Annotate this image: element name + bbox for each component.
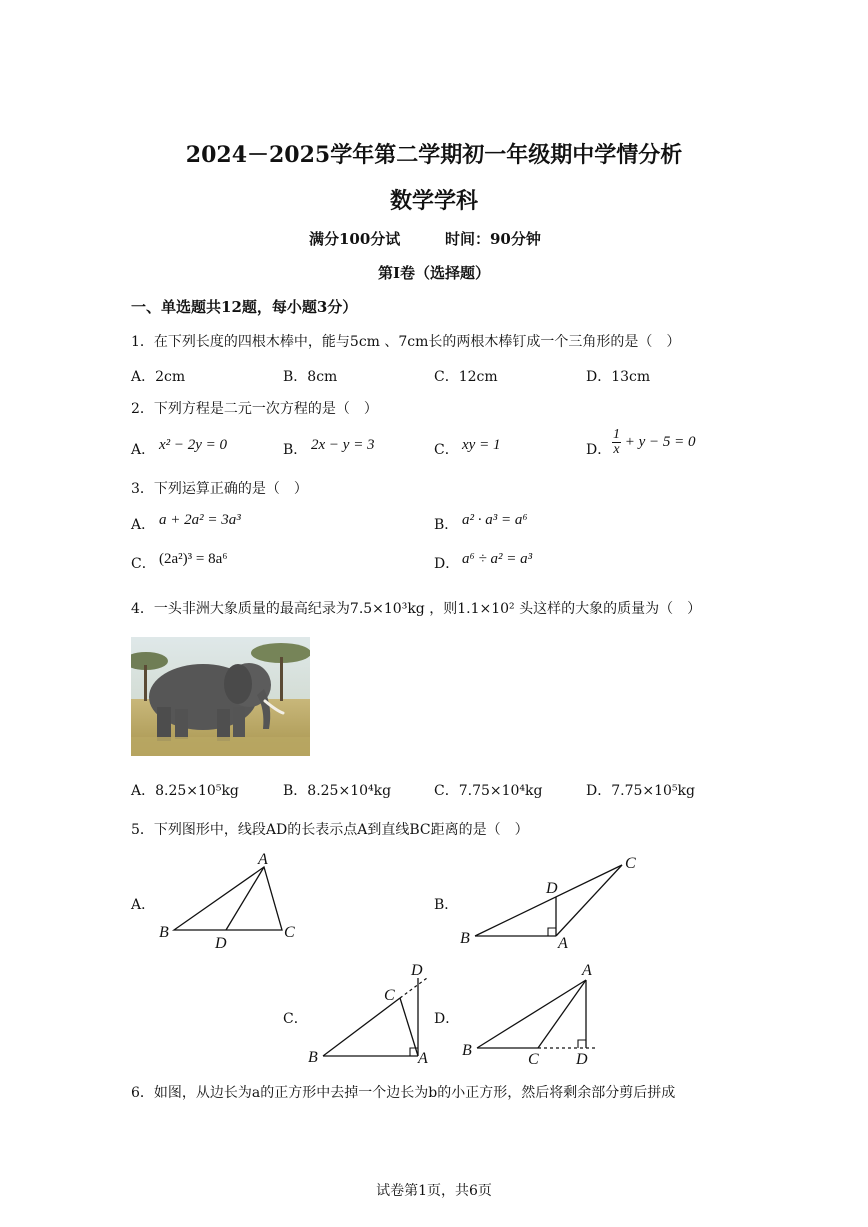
q4-option-b: B．8.25×10⁴kg [283, 783, 392, 799]
fraction-numerator: 1 [613, 427, 620, 442]
label-point-c: C [384, 987, 395, 1004]
right-angle-mark [548, 928, 556, 936]
q4-option-a: A．8.25×10⁵kg [131, 783, 239, 799]
exam-title: 2024－2025学年第二学期初一年级期中学情分析 [185, 142, 683, 168]
label-point-d: D [411, 962, 423, 979]
q1-option-d: D．13cm [586, 369, 651, 385]
subject-title: 数学学科 [389, 188, 478, 214]
q3-option-b: a² · a³ = a⁶ [462, 512, 528, 528]
label-point-b: B [460, 930, 470, 947]
segment-ad [226, 867, 264, 930]
label-point-a: A [418, 1050, 428, 1067]
q3-option-a: a + 2a² = 3a³ [159, 512, 241, 528]
q1-option-b: B．8cm [283, 369, 338, 385]
label-point-a: A [258, 851, 268, 868]
label-point-d: D [215, 935, 227, 952]
q2-label-c: C． [434, 442, 459, 458]
label-point-c: C [625, 855, 636, 872]
q5-label-a: A． [131, 897, 156, 913]
label-point-b: B [308, 1049, 318, 1066]
label-point-b: B [159, 924, 169, 941]
q2-label-a: A． [131, 442, 156, 458]
elephant-image [131, 637, 310, 756]
score-info: 满分100分试 [309, 230, 401, 248]
question-2-stem: 2．下列方程是二元一次方程的是（ ） [131, 401, 378, 417]
label-point-d: D [546, 880, 558, 897]
q2-option-b: 2x − y = 3 [311, 437, 375, 453]
question-3-stem: 3．下列运算正确的是（ ） [131, 481, 308, 497]
question-6-stem: 6．如图，从边长为a的正方形中去掉一个边长为b的小正方形，然后将剩余部分剪后拼成 [131, 1085, 676, 1101]
q3-label-c: C． [131, 556, 156, 572]
label-point-a: A [558, 935, 568, 950]
label-point-a: A [582, 962, 592, 979]
q1-option-c: C．12cm [434, 369, 498, 385]
q5-figure-b [455, 850, 655, 950]
label-point-b: B [462, 1042, 472, 1059]
q2-option-d-rest: + y − 5 = 0 [624, 433, 696, 450]
q2-option-a: x² − 2y = 0 [159, 437, 228, 453]
triangle-abc [174, 867, 282, 930]
question-4-stem: 4．一头非洲大象质量的最高纪录为7.5×10³kg ，则1.1×10² 头这样的大象的质量为（ ） [131, 601, 702, 617]
q3-label-b: B． [434, 517, 459, 533]
q5-label-c: C． [283, 1011, 308, 1027]
q5-label-d: D． [434, 1011, 460, 1027]
fraction [612, 428, 621, 457]
label-point-c: C [528, 1051, 539, 1068]
q5-figure-c [305, 958, 440, 1070]
q5-label-b: B． [434, 897, 459, 913]
q2-option-c: xy = 1 [462, 437, 501, 453]
section-title: 一、单选题共12题，每小题3分） [131, 298, 358, 316]
part-title: 第Ⅰ卷（选择题） [377, 264, 491, 282]
q5-figure-d [458, 958, 608, 1070]
label-point-d: D [576, 1051, 588, 1068]
q2-option-d [612, 428, 696, 457]
q3-option-c: (2a²)³ = 8a⁶ [159, 551, 228, 567]
q2-label-b: B． [283, 442, 308, 458]
q4-option-c: C．7.75×10⁴kg [434, 783, 543, 799]
q2-label-d: D． [586, 442, 612, 458]
q3-label-a: A． [131, 517, 156, 533]
label-point-c: C [284, 924, 295, 941]
page-footer: 试卷第1页，共6页 [376, 1183, 492, 1199]
fraction-denominator: x [613, 442, 620, 457]
q4-option-d: D．7.75×10⁵kg [586, 783, 695, 799]
time-info: 时间：90分钟 [445, 230, 541, 248]
right-angle-mark [578, 1040, 586, 1048]
q3-option-d: a⁶ ÷ a² = a³ [462, 551, 533, 567]
question-5-stem: 5．下列图形中，线段AD的长表示点A到直线BC距离的是（ ） [131, 822, 529, 838]
q1-option-a: A．2cm [131, 369, 186, 385]
question-1-stem: 1．在下列长度的四根木棒中，能与5cm 、7cm长的两根木棒钉成一个三角形的是（ ） [131, 334, 681, 350]
q3-label-d: D． [434, 556, 460, 572]
q5-figure-a [150, 848, 310, 953]
